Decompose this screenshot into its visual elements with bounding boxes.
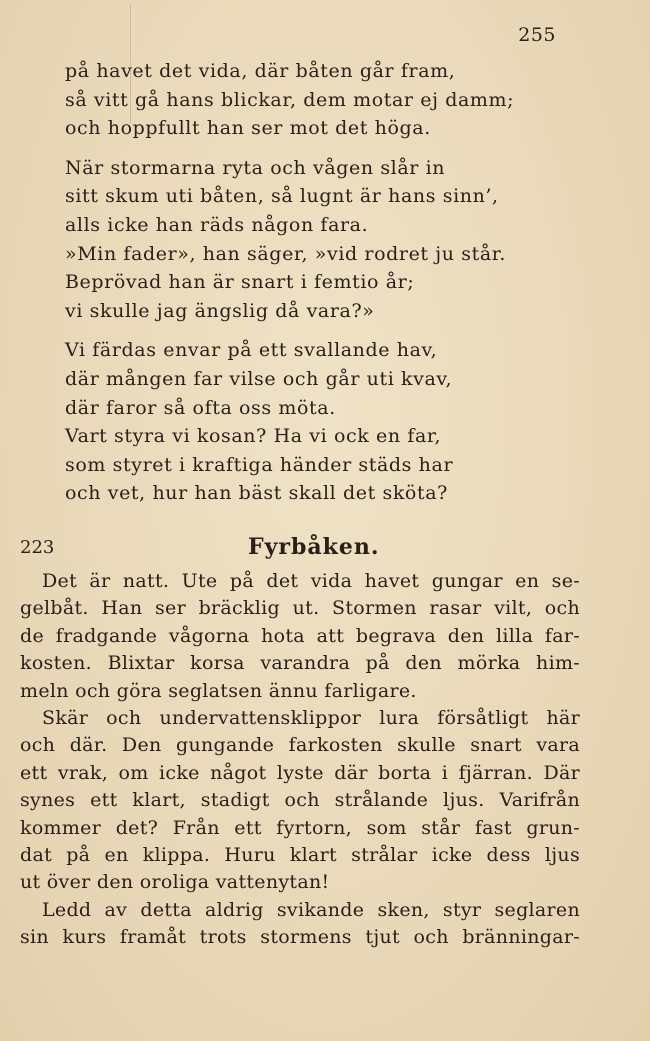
paragraph	[20, 568, 580, 705]
poem-line: alls icke han räds någon fara.	[65, 213, 369, 236]
prose-line: gelbåt. Han ser bräcklig ut. Stormen rasar vilt, och	[20, 597, 580, 620]
poem-stanza	[65, 336, 565, 508]
poem-line: »Min fader», han säger, »vid rodret ju står.	[65, 242, 507, 265]
section-number: 223	[20, 537, 55, 558]
poem-line: När stormarna ryta och vågen slår in	[65, 156, 446, 179]
prose-line: dat på en klippa. Huru klart strålar icke dess ljus	[20, 843, 580, 866]
prose-line: de fradgande vågorna hota att begrava den lilla far-	[20, 624, 580, 647]
poem-line: där mången far vilse och går uti kvav,	[65, 367, 453, 390]
poem-line: som styret i kraftiga händer städs har	[65, 453, 454, 476]
prose-line: Skär och undervattensklippor lura försåtligt här	[42, 706, 580, 729]
prose-line: och där. Den gungande farkosten skulle snart vara	[20, 734, 580, 757]
poem-line: och hoppfullt han ser mot det höga.	[65, 117, 431, 140]
poem-line: där faror så ofta oss möta.	[65, 396, 336, 419]
poem-line: sitt skum uti båten, så lugnt är hans sinn’,	[65, 185, 499, 208]
poem-line: och vet, hur han bäst skall det sköta?	[65, 482, 448, 505]
poem-line: vi skulle jag ängslig då vara?»	[65, 299, 375, 322]
prose-line: ut över den oroliga vattenytan!	[20, 871, 330, 894]
poem-stanza	[65, 57, 565, 143]
poem	[65, 57, 565, 519]
poem-line: Beprövad han är snart i femtio år;	[65, 271, 415, 294]
poem-stanza	[65, 154, 565, 326]
page-number: 255	[518, 24, 556, 46]
section-header	[20, 534, 590, 566]
prose-line: kosten. Blixtar korsa varandra på den mörka him-	[20, 652, 580, 675]
prose-line: Ledd av detta aldrig svikande sken, styr seglaren	[42, 898, 580, 921]
prose-line: Det är natt. Ute på det vida havet gungar en se-	[42, 570, 580, 592]
poem-line: på havet det vida, där båten går fram,	[65, 60, 456, 82]
paragraph	[20, 897, 580, 952]
prose-line: meln och göra seglatsen ännu farligare.	[20, 679, 417, 702]
prose-line: sin kurs framåt trots stormens tjut och bränningar-	[20, 926, 580, 949]
prose-line: synes ett klart, stadigt och strålande ljus. Varifrån	[20, 789, 580, 812]
section-title: Fyrbåken.	[248, 534, 380, 560]
paragraph	[20, 705, 580, 897]
poem-line: så vitt gå hans blickar, dem motar ej damm;	[65, 88, 515, 111]
prose-line: kommer det? Från ett fyrtorn, som står fast grun-	[20, 816, 580, 839]
prose-body	[20, 568, 580, 951]
prose-line: ett vrak, om icke något lyste där borta i fjärran. Där	[20, 761, 580, 784]
poem-line: Vi färdas envar på ett svallande hav,	[65, 339, 438, 362]
poem-line: Vart styra vi kosan? Ha vi ock en far,	[65, 425, 442, 448]
